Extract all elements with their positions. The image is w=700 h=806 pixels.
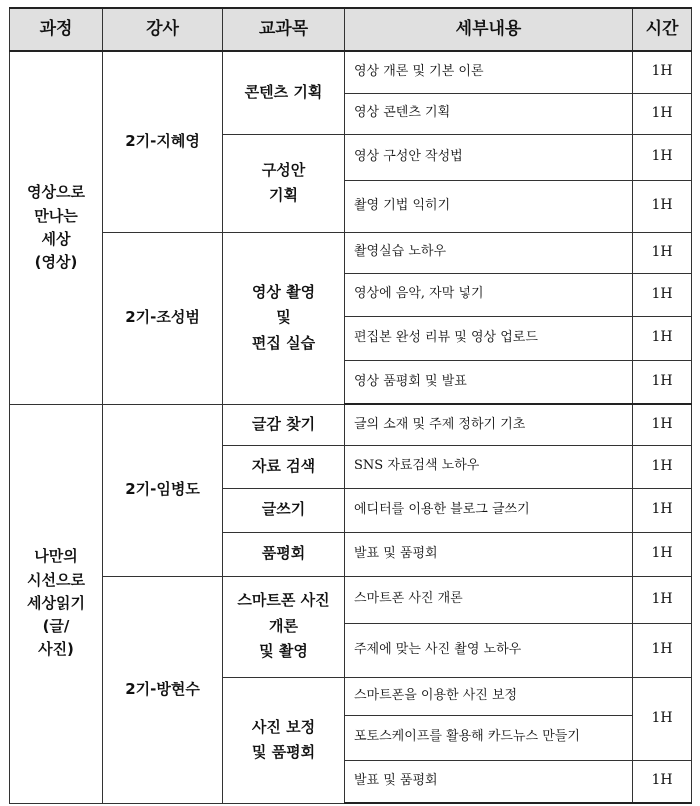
detail-cell: 영상에 음악, 자막 넣기 [345,273,633,316]
detail-cell: 영상 콘텐츠 기획 [345,93,633,134]
hours-cell: 1H [633,488,692,532]
instructor-cell: 2기-지혜영 [103,51,223,232]
hours-cell: 1H [633,677,692,760]
detail-cell: 글의 소재 및 주제 정하기 기초 [345,404,633,445]
hours-cell: 1H [633,316,692,360]
subject-cell: 품평회 [223,532,345,576]
instructor-cell: 2기-방현수 [103,576,223,803]
subject-cell: 구성안 기획 [223,134,345,232]
detail-cell: 발표 및 품평회 [345,532,633,576]
course-cell: 나만의 시선으로 세상읽기 (글/ 사진) [10,404,103,803]
detail-cell: 포토스케이프를 활용해 카드뉴스 만들기 [345,715,633,760]
hours-cell: 1H [633,232,692,273]
subject-cell: 영상 촬영 및 편집 실습 [223,232,345,404]
hours-cell: 1H [633,360,692,404]
hours-cell: 1H [633,180,692,232]
detail-cell: 주제에 맞는 사진 촬영 노하우 [345,623,633,677]
hours-cell: 1H [633,623,692,677]
instructor-cell: 2기-임병도 [103,404,223,576]
detail-cell: 영상 품평회 및 발표 [345,360,633,404]
header-subject: 교과목 [223,8,345,51]
course-cell: 영상으로 만나는 세상 (영상) [10,51,103,404]
subject-cell: 글감 찾기 [223,404,345,445]
detail-cell: 스마트폰을 이용한 사진 보정 [345,677,633,715]
subject-cell: 사진 보정 및 품평회 [223,677,345,803]
header-detail: 세부내용 [345,8,633,51]
table-row [10,51,692,93]
detail-cell: 영상 구성안 작성법 [345,134,633,180]
detail-cell: SNS 자료검색 노하우 [345,445,633,488]
hours-cell: 1H [633,445,692,488]
detail-cell: 촬영 기법 익히기 [345,180,633,232]
detail-cell: 편집본 완성 리뷰 및 영상 업로드 [345,316,633,360]
detail-cell: 영상 개론 및 기본 이론 [345,51,633,93]
table-row [10,404,692,445]
detail-cell: 발표 및 품평회 [345,760,633,803]
detail-cell: 촬영실습 노하우 [345,232,633,273]
hours-cell: 1H [633,93,692,134]
hours-cell: 1H [633,134,692,180]
hours-cell: 1H [633,760,692,803]
subject-cell: 자료 검색 [223,445,345,488]
detail-cell: 에디터를 이용한 블로그 글쓰기 [345,488,633,532]
header-row [10,8,692,51]
hours-cell: 1H [633,51,692,93]
subject-cell: 글쓰기 [223,488,345,532]
header-instructor: 강사 [103,8,223,51]
subject-cell: 스마트폰 사진 개론 및 촬영 [223,576,345,677]
hours-cell: 1H [633,532,692,576]
header-hours: 시간 [633,8,692,51]
curriculum-table [9,7,692,804]
subject-cell: 콘텐츠 기획 [223,51,345,134]
hours-cell: 1H [633,576,692,623]
detail-cell: 스마트폰 사진 개론 [345,576,633,623]
hours-cell: 1H [633,404,692,445]
hours-cell: 1H [633,273,692,316]
table-row [10,232,692,273]
table-row [10,576,692,623]
instructor-cell: 2기-조성범 [103,232,223,404]
header-course: 과정 [10,8,103,51]
